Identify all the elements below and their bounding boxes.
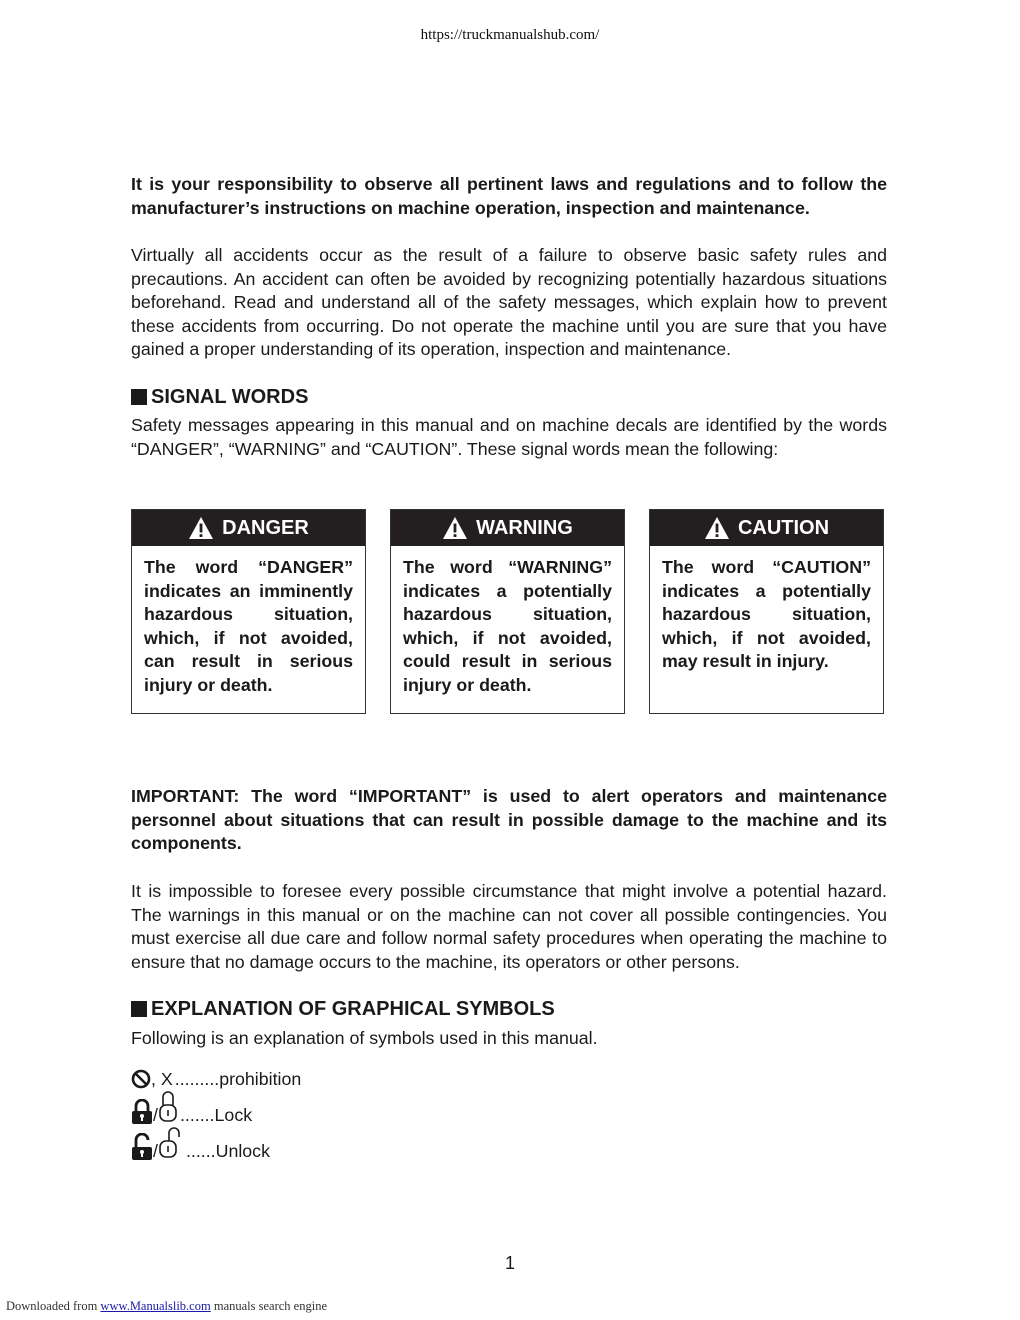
caution-text: The word “CAUTION” indicates a potentially hazardous situation, which, if not avoided, may result in injury. (662, 557, 871, 672)
symbol-dots: ....... (179, 1104, 215, 1125)
warning-box (390, 509, 625, 714)
symbols-title: EXPLANATION OF GRAPHICAL SYMBOLS (151, 998, 555, 1020)
signal-words-title: SIGNAL WORDS (151, 386, 309, 408)
symbol-dots: ......... (174, 1068, 220, 1089)
symbol-dots: ...... (185, 1140, 216, 1161)
accidents-paragraph-block (131, 244, 887, 362)
warning-label: WARNING (476, 516, 573, 539)
accidents-paragraph: Virtually all accidents occur as the result of a failure to observe basic safety rules and precautions. An accident can often be avoided by recognizing potentially hazardous situations beforehand. Read and understand all of the safety messages, which explain how to prevent these accidents from occurring. Do not operate the machine until you are sure that you have gained a proper understanding of its operation, inspection and maintenance. (131, 245, 887, 360)
foresee-paragraph: It is impossible to foresee every possible circumstance that might involve a potential hazard. The warnings in this manual or on the machine can not cover all possible contingencies. You must exercise all due care and follow normal safety procedures when operating the machine to ensure that no damage occurs to the machine, its operators or other persons. (131, 881, 887, 972)
caution-header (650, 510, 883, 546)
symbol-label: Lock (214, 1104, 253, 1125)
important-block (131, 785, 887, 856)
symbols-list (131, 1055, 887, 1163)
warning-triangle-icon (188, 516, 214, 540)
warning-triangle-icon (442, 516, 468, 540)
symbol-label: prohibition (219, 1068, 302, 1089)
responsibility-paragraph: It is your responsibility to observe all pertinent laws and regulations and to follow the manufacturer’s instructions on machine operation, inspection and maintenance. (131, 174, 887, 218)
symbol-prefix: / (153, 1140, 158, 1161)
signal-words-description: Safety messages appearing in this manual and on machine decals are identified by the words “DANGER”, “WARNING” and “CAUTION”. These signal words mean the following: (131, 415, 887, 459)
unlock-icon (131, 1133, 153, 1161)
prohibition-icon (131, 1069, 151, 1089)
symbols-section (131, 997, 887, 1163)
lock-outline-icon (158, 1091, 178, 1123)
download-suffix: manuals search engine (213, 1299, 327, 1313)
symbol-prefix: , X (151, 1068, 173, 1089)
symbol-prefix: / (153, 1104, 158, 1125)
symbol-label: Unlock (215, 1140, 270, 1161)
warning-header (391, 510, 624, 546)
signal-words-section (131, 385, 887, 461)
symbol-row-unlock (131, 1127, 887, 1163)
section-bullet-icon (131, 1001, 147, 1017)
important-paragraph: IMPORTANT: The word “IMPORTANT” is used to alert operators and maintenance personnel about situations that can result in possible damage to the machine and its components. (131, 786, 887, 854)
page-number: 1 (504, 1253, 515, 1273)
caution-label: CAUTION (737, 516, 830, 539)
symbols-description: Following is an explanation of symbols used in this manual. (131, 1028, 598, 1048)
foresee-block (131, 880, 887, 974)
danger-box (131, 509, 366, 714)
section-bullet-icon (131, 389, 147, 405)
unlock-outline-icon (158, 1127, 184, 1159)
symbols-heading (131, 997, 887, 1021)
download-prefix: Downloaded from (6, 1299, 98, 1313)
download-footer (6, 1299, 327, 1314)
header-url: https://truckmanualshub.com/ (420, 27, 600, 43)
signal-words-heading (131, 385, 887, 409)
warning-triangle-icon (704, 516, 730, 540)
symbol-row-lock (131, 1091, 887, 1127)
symbol-row-prohibition (131, 1055, 887, 1091)
lock-icon (131, 1099, 153, 1125)
warning-text: The word “WARNING” indicates a potentially hazardous situation, which, if not avoided, could result in serious injury or death. (403, 557, 612, 695)
manualslib-link[interactable]: www.Manualslib.com (100, 1299, 211, 1313)
danger-text: The word “DANGER” indicates an imminently hazardous situation, which, if not avoided, can result in serious injury or death. (144, 557, 353, 695)
danger-header (132, 510, 365, 546)
danger-label: DANGER (222, 516, 309, 539)
caution-box (649, 509, 884, 714)
responsibility-paragraph-block (131, 173, 887, 220)
signal-word-boxes (131, 509, 887, 717)
